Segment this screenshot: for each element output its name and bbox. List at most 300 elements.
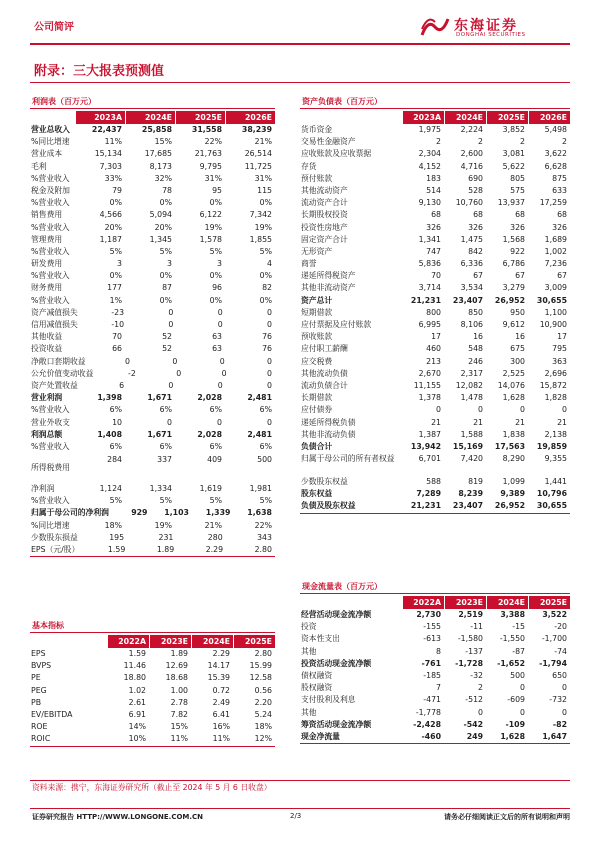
row-label: 归属于母公司的净利润 (31, 508, 109, 518)
table-row (30, 721, 275, 733)
row-value: 18.80 (123, 673, 146, 683)
row-value: 231 (158, 532, 174, 542)
table-row (300, 500, 570, 512)
row-label: 长期股权投资 (301, 210, 348, 220)
row-value: 76 (262, 332, 272, 342)
row-value: -1,778 (415, 707, 441, 717)
row-value: 10,900 (539, 320, 567, 329)
row-value: 6% (159, 405, 172, 415)
row-value: 2.78 (170, 697, 188, 707)
row-value: 1,638 (247, 508, 272, 518)
row-value: 26,514 (244, 149, 272, 159)
table-row (30, 544, 275, 556)
row-value: 6,122 (199, 210, 222, 220)
table-caption: 资产负债表（百万元） (300, 95, 570, 109)
row-label: 资本性支出 (301, 634, 340, 644)
row-label: 股权融资 (301, 683, 333, 693)
row-value: 7,303 (99, 161, 122, 171)
row-value: 6% (109, 441, 122, 451)
table-row (300, 246, 570, 258)
table-row (30, 709, 275, 721)
row-value: 3,081 (502, 149, 525, 159)
row-value: 6,701 (418, 454, 441, 464)
table-row (300, 282, 570, 294)
row-value: 0 (478, 707, 483, 717)
table-caption: 现金流量表（百万元） (300, 580, 570, 594)
row-value: 5% (159, 246, 172, 256)
table-row (30, 197, 275, 209)
table-row (300, 173, 570, 185)
table-caption: 基本指标 (30, 619, 275, 633)
row-value: 21% (254, 137, 272, 147)
row-label: 投资收益 (31, 344, 63, 354)
row-value: 0 (221, 368, 227, 378)
table-row (300, 488, 570, 500)
row-value: 2,481 (247, 429, 272, 439)
row-value: 1,478 (460, 393, 483, 403)
row-value: 1.59 (107, 545, 126, 554)
row-value: 3 (217, 259, 222, 269)
row-value: 2.29 (212, 649, 230, 658)
table-row (300, 343, 570, 355)
row-value: 21 (557, 417, 567, 427)
table-end-line (30, 746, 275, 747)
row-label: 资产减值损失 (31, 307, 78, 317)
row-label: 预付账款 (301, 173, 333, 183)
row-value: 19% (154, 520, 172, 530)
row-value: 0 (217, 417, 222, 427)
row-value: -185 (423, 670, 441, 680)
table-row (300, 307, 570, 319)
row-label: 递延所得税资产 (301, 271, 356, 281)
row-value: 326 (468, 222, 483, 232)
row-label: 营业利润 (31, 393, 63, 403)
table-row (30, 148, 275, 160)
row-value: 15% (154, 137, 172, 147)
row-value: 6% (259, 441, 272, 451)
row-label: 毛利 (31, 161, 47, 171)
table-row (30, 161, 275, 173)
row-label: 存货 (301, 161, 317, 171)
table-row (300, 295, 570, 307)
row-label: 研发费用 (31, 259, 63, 269)
row-value: 284 (107, 455, 122, 465)
row-value: 52 (162, 344, 172, 354)
year-header: 2024E (125, 111, 175, 124)
row-value: 6 (119, 380, 125, 390)
row-value: 15,872 (539, 380, 567, 390)
table-row (300, 392, 570, 404)
row-value: 1,124 (99, 484, 122, 494)
table-row (30, 507, 275, 519)
row-value: 19% (204, 222, 222, 232)
row-value: 11% (212, 734, 230, 744)
row-value: 18.68 (165, 673, 188, 683)
table-row (300, 136, 570, 148)
row-label: 应付债券 (301, 405, 333, 415)
row-value: 337 (157, 455, 172, 465)
row-value: -87 (512, 646, 525, 656)
row-value: 1,103 (164, 508, 189, 518)
table-row (30, 222, 275, 234)
row-value: 675 (510, 344, 525, 354)
row-label: EV/EBITDA (31, 709, 73, 719)
row-value: 15.39 (207, 673, 230, 683)
row-value: -1,700 (541, 634, 567, 644)
row-value: 850 (468, 307, 483, 317)
row-label: 应交税费 (301, 356, 333, 366)
table-row (30, 380, 275, 392)
table-row (30, 429, 275, 441)
row-label: 其他流动负债 (301, 368, 348, 378)
year-header: 2025E (486, 111, 528, 124)
row-value: 0% (109, 271, 122, 281)
income-statement-table (30, 95, 275, 557)
row-value: 12.58 (249, 673, 272, 683)
row-value: 11,155 (413, 380, 441, 390)
table-row (30, 417, 275, 429)
row-value: 0 (168, 380, 174, 390)
table-row (30, 331, 275, 343)
table-row (30, 441, 275, 453)
row-value: 10,760 (455, 198, 483, 208)
row-value: 15,169 (452, 441, 483, 451)
row-value: 9,612 (502, 320, 525, 329)
row-value: 548 (468, 344, 483, 354)
row-value: 16 (515, 332, 525, 342)
row-value: 0 (520, 683, 525, 693)
row-value: 7,342 (249, 210, 272, 220)
row-value: 17 (431, 332, 441, 342)
row-value: 0 (267, 356, 273, 366)
row-value: -11 (470, 622, 483, 632)
row-label: 应付职工薪酬 (301, 344, 348, 354)
balance-sheet-table (300, 95, 570, 514)
row-label: 财务费用 (31, 283, 63, 293)
row-label: 投资 (301, 622, 317, 632)
row-value: 21,231 (410, 295, 441, 305)
row-value: -32 (470, 670, 483, 680)
row-value: 1,341 (418, 234, 441, 244)
row-value: 0% (159, 198, 172, 208)
row-value: 1,568 (502, 234, 525, 244)
row-value: 17,685 (144, 149, 172, 159)
row-value: 21,763 (194, 149, 222, 159)
row-value: 2,730 (416, 610, 441, 619)
row-label: %营业收入 (31, 295, 70, 305)
row-value: 0 (562, 683, 567, 693)
row-label: 商誉 (301, 259, 317, 269)
table-row (30, 307, 275, 319)
table-row (300, 694, 570, 706)
row-value: 1,975 (418, 125, 441, 134)
row-value: 21% (204, 520, 222, 530)
row-label: 债权融资 (301, 670, 333, 680)
row-value: 0 (168, 320, 174, 329)
row-value: 3,522 (542, 610, 567, 619)
row-value: 2 (436, 137, 441, 147)
row-value: 13,937 (497, 198, 525, 208)
row-value: 1,689 (544, 234, 567, 244)
row-value: -137 (465, 646, 483, 656)
row-label: 利润总额 (31, 429, 63, 439)
table-row (300, 222, 570, 234)
table-header-row (300, 111, 570, 124)
row-value: 6,995 (418, 320, 441, 329)
row-value: 115 (257, 185, 272, 195)
row-value: 2,138 (544, 429, 567, 439)
table-row (300, 380, 570, 392)
row-value: 63 (212, 344, 222, 354)
table-row (30, 136, 275, 148)
row-value: 4 (267, 259, 272, 269)
row-value: -613 (423, 634, 441, 644)
row-value: 17 (557, 332, 567, 342)
row-value: -2,428 (413, 719, 441, 729)
row-value: 747 (426, 246, 441, 256)
row-value: 842 (468, 246, 483, 256)
table-row (30, 392, 275, 404)
row-value: 0% (159, 295, 172, 305)
row-value: 8,239 (458, 489, 483, 499)
row-value: 76 (262, 344, 272, 354)
row-value: 3,852 (502, 125, 525, 134)
row-value: 1,378 (418, 393, 441, 403)
row-value: 4,152 (418, 161, 441, 171)
row-value: 31% (204, 173, 222, 183)
table-row (30, 495, 275, 507)
table-row (30, 282, 275, 294)
row-value: -732 (549, 695, 567, 705)
row-value: 16 (473, 332, 483, 342)
row-label: 净利润 (31, 484, 55, 494)
row-value: 26,952 (494, 295, 525, 305)
row-label: PEG (31, 685, 47, 695)
table-row (30, 733, 275, 745)
row-value: 6.41 (212, 709, 230, 719)
row-value: 18% (104, 520, 122, 530)
row-value: 2.20 (254, 697, 272, 707)
year-header: 2022A (402, 596, 444, 609)
row-label: 少数股东损益 (31, 532, 78, 542)
row-value: 2 (478, 137, 483, 147)
row-value: 805 (510, 173, 525, 183)
row-value: 0 (217, 307, 223, 317)
table-row (30, 520, 275, 532)
table-row (300, 429, 570, 441)
row-value: 96 (212, 283, 222, 293)
row-label: %同比增速 (31, 137, 70, 147)
row-value: 9,355 (544, 454, 567, 464)
row-value: 3,388 (500, 610, 525, 619)
row-value: 52 (162, 332, 172, 342)
row-label: %营业收入 (31, 405, 70, 415)
row-value: 819 (468, 477, 483, 487)
row-value: 183 (426, 173, 441, 183)
row-value: 1,628 (502, 393, 525, 403)
row-label: 资产总计 (301, 295, 333, 305)
row-value: 177 (107, 283, 122, 293)
row-value: 0% (259, 198, 272, 208)
row-label: 现金净流量 (301, 731, 340, 741)
row-value: 6,336 (460, 259, 483, 269)
row-label: 其他非流动资产 (301, 283, 356, 293)
row-value: 6% (209, 405, 222, 415)
year-header: 2026E (528, 111, 570, 124)
year-header: 2023E (149, 635, 191, 648)
row-value: 2,304 (418, 149, 441, 159)
logo-text-cn: 东海证券 (454, 18, 518, 34)
row-value: 5.24 (254, 709, 272, 719)
row-value: -74 (554, 646, 567, 656)
row-value: 528 (468, 185, 483, 195)
row-value: 0% (159, 271, 172, 281)
footer-disclaimer: 请务必仔细阅读正文后的所有说明和声明 (444, 813, 570, 821)
row-value: 22% (204, 137, 222, 147)
row-value: 0 (267, 320, 272, 329)
row-value: -109 (505, 719, 525, 729)
year-header: 2023A (402, 111, 444, 124)
row-value: 1,345 (149, 234, 172, 244)
row-label: 资产处置收益 (31, 380, 78, 390)
table-row (30, 246, 275, 258)
table-row (30, 697, 275, 709)
row-value: 0.56 (254, 685, 272, 695)
header-label-cell (30, 111, 75, 124)
row-value: 1,855 (249, 234, 272, 244)
row-label: %营业收入 (31, 173, 70, 183)
row-value: 326 (552, 222, 567, 232)
row-value: 1,981 (249, 484, 272, 494)
row-label: %营业收入 (31, 441, 70, 451)
row-label: %营业收入 (31, 496, 70, 506)
table-row (300, 185, 570, 197)
table-row (300, 670, 570, 682)
row-label: %同比增速 (31, 520, 70, 530)
row-value: -1,550 (499, 634, 525, 644)
row-label: 支付股利及利息 (301, 695, 356, 705)
header-label-cell (300, 596, 402, 609)
row-value: 2,600 (460, 149, 483, 159)
row-value: 3,622 (544, 149, 567, 159)
row-value: 12,082 (455, 380, 483, 390)
row-value: 19% (254, 222, 272, 232)
row-value: 1,387 (418, 429, 441, 439)
row-value: 6.91 (128, 709, 146, 719)
row-value: 2,224 (460, 125, 483, 134)
cashflow-table (300, 580, 570, 744)
table-row (30, 258, 275, 270)
table-row (300, 646, 570, 658)
row-value: 2,317 (460, 368, 483, 378)
year-header: 2023E (444, 596, 486, 609)
row-value: 343 (257, 532, 272, 542)
row-value: 514 (426, 185, 441, 195)
row-label: ROE (31, 722, 48, 732)
row-label: 归属于母公司的所有者权益 (301, 454, 395, 464)
row-value: 9,795 (199, 161, 222, 171)
row-value: 1,334 (149, 484, 172, 494)
row-value: 795 (552, 344, 567, 354)
row-value: 70 (431, 271, 441, 281)
row-value: 11.46 (123, 661, 146, 671)
row-value: 9,130 (418, 198, 441, 208)
row-value: 5% (109, 246, 122, 256)
row-value: -2 (128, 368, 136, 378)
row-value: 195 (109, 532, 125, 542)
row-value: 6% (209, 441, 222, 451)
table-row (300, 633, 570, 645)
logo-wave-icon (420, 15, 450, 39)
row-value: 249 (466, 731, 483, 741)
row-value: 800 (426, 307, 441, 317)
table-row (300, 368, 570, 380)
row-value: 0 (267, 417, 272, 427)
row-label: 公允价值变动收益 (31, 368, 94, 378)
table-row (30, 185, 275, 197)
table-row (30, 483, 275, 495)
row-value: 4,716 (460, 161, 483, 171)
row-value: 10% (128, 734, 146, 744)
row-value: 2,481 (247, 393, 272, 403)
row-value: 1,628 (500, 731, 525, 741)
row-value: 5,094 (149, 210, 172, 220)
row-value: 14% (128, 722, 146, 732)
page-header (30, 12, 570, 48)
row-value: -512 (465, 695, 483, 705)
row-value: 690 (468, 173, 483, 183)
row-value: 2.49 (212, 697, 230, 707)
row-value: 0 (267, 307, 272, 317)
row-label: EPS（元/股） (31, 545, 80, 554)
table-row (300, 707, 570, 719)
row-value: 300 (510, 356, 525, 366)
row-value: 0 (217, 320, 223, 329)
row-value: 0 (217, 380, 223, 390)
row-value: 19,859 (536, 441, 567, 451)
row-value: 0 (520, 405, 525, 415)
row-value: 1.89 (156, 545, 175, 554)
row-label: %营业收入 (31, 222, 70, 232)
row-label: ROIC (31, 734, 51, 744)
row-value: 66 (112, 344, 122, 354)
footer-divider (30, 808, 570, 809)
row-label: %营业收入 (31, 246, 70, 256)
row-value: 1,578 (199, 234, 222, 244)
table-row (30, 660, 275, 672)
row-value: 0 (267, 368, 272, 378)
header-label-cell (30, 635, 107, 648)
row-value: 11% (170, 734, 188, 744)
row-value: 633 (552, 185, 567, 195)
table-row (300, 124, 570, 136)
table-header-row (30, 635, 275, 648)
row-value: 1,475 (460, 234, 483, 244)
table-row (30, 453, 275, 483)
row-value: 12% (254, 734, 272, 744)
row-value: 17,259 (539, 198, 567, 208)
row-value: 3,009 (544, 283, 567, 293)
row-value: 7.82 (170, 709, 188, 719)
row-value: -10 (111, 320, 125, 329)
row-value: 11,725 (244, 161, 272, 171)
row-value: 1.59 (128, 649, 146, 658)
row-value: -542 (463, 719, 483, 729)
row-value: 15% (170, 722, 188, 732)
table-row (300, 441, 570, 453)
row-label: 无形资产 (301, 246, 333, 256)
row-value: 0 (172, 356, 178, 366)
